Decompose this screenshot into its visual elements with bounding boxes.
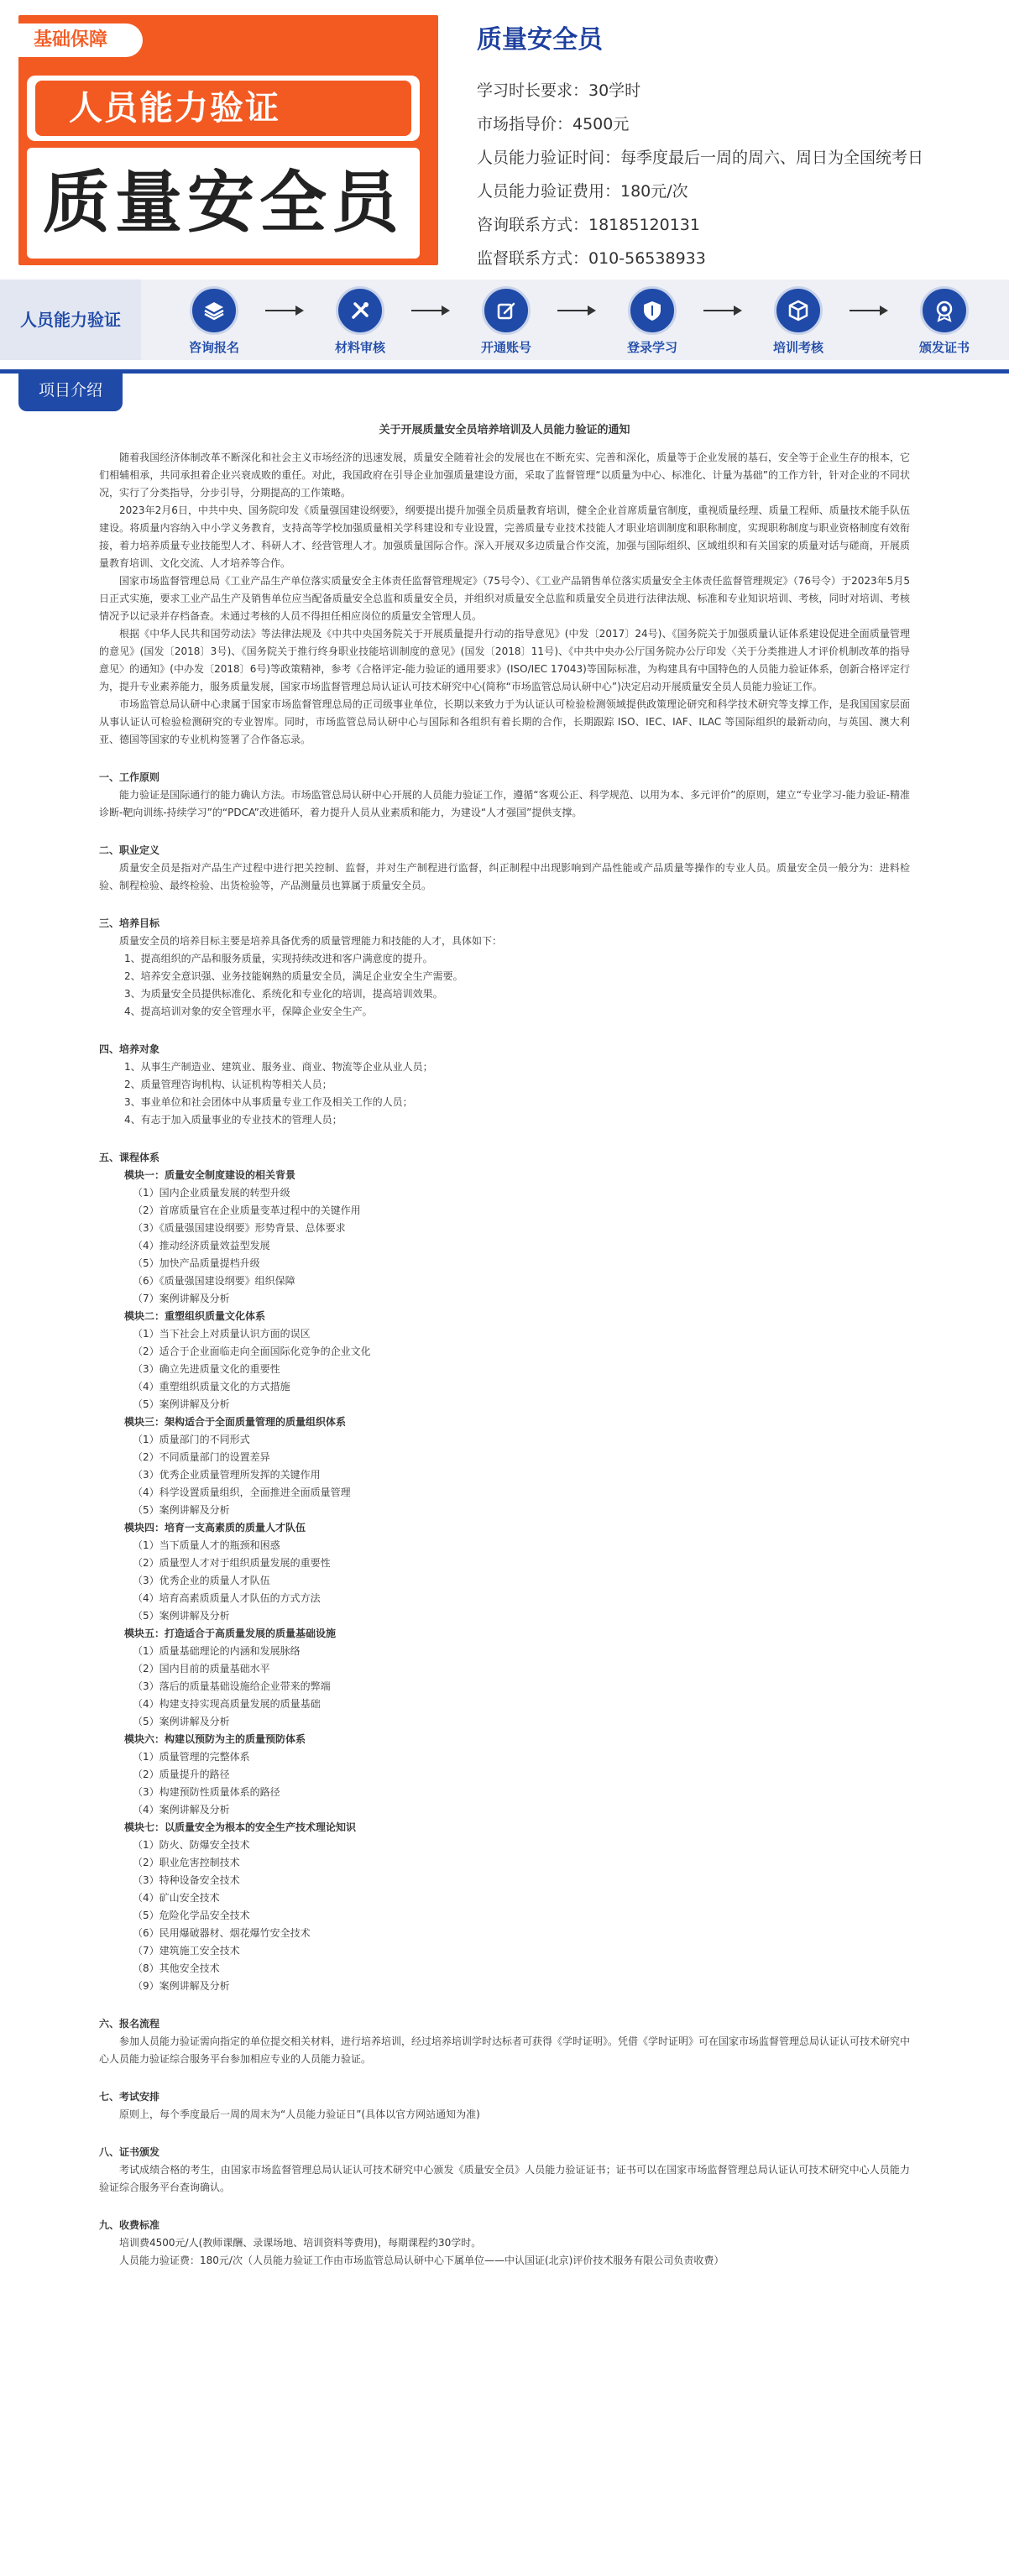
module-item: （6）《质量强国建设纲要》组织保障	[133, 1275, 295, 1287]
step-study[interactable]	[589, 286, 715, 356]
module-item: （3）优秀企业的质量人才队伍	[133, 1575, 270, 1586]
medal-icon	[920, 286, 969, 335]
list-item: 2、质量管理咨询机构、认证机构等相关人员；	[124, 1079, 332, 1090]
banner-image	[18, 15, 438, 265]
module-item: （2）职业危害控制技术	[133, 1857, 240, 1868]
notice-document	[99, 421, 910, 2270]
notice-title: 关于开展质量安全员培养培训及人员能力验证的通知	[379, 424, 630, 436]
module-item: （5）案例讲解及分析	[133, 1504, 230, 1516]
cube-icon	[774, 286, 823, 335]
module-item: （5）加快产品质量提档升级	[133, 1257, 260, 1269]
intro-paragraph: 2023年2月6日，中共中央、国务院印发《质量强国建设纲要》，纲要提出提升加强全员质量教育培训，健全企业首席质量官制度，重视质量经理、质量工程师、质量技术能手队伍建设。将质量内容纳入中小学义务教育，支持高等学校加强质量相关学科建设和专业设置，完善质量专业技术技能人才职业培训制度和职称制度，实现职称制度与职业资格制度有效衔接，着力培养质量专业技能型人才、科研人才、经营管理人才。加强质量国际合作。深入开展双多边质量合作交流，加强与国际组织、区域组织和有关国家的质量对话与磋商，开展质量教育培训、文化交流、人才培养等合作。	[99, 504, 910, 569]
intro-paragraph: 随着我国经济体制改革不断深化和社会主义市场经济的迅速发展，质量安全随着社会的发展也在不断充实、完善和深化，质量等于企业发展的基石，安全等于企业生存的根本，它们相辅相承，共同承担着企业兴衰成败的重任。对此，我国政府在引导企业加强质量建设方面，采取了监督管理“以质量为中心、标准化、计量为基础”的工作方针，针对企业的不同状况，实行了分类指导，分步引导，分期提高的工作策略。	[99, 452, 910, 499]
fee-item: 人员能力验证费：180元/次（人员能力验证工作由市场监管总局认研中心下属单位——中认国证(北京)评价技术服务有限公司负责收费）	[119, 2255, 724, 2266]
step-review[interactable]	[297, 286, 423, 356]
module-title: 模块五：打造适合于高质量发展的质量基础设施	[124, 1628, 337, 1639]
intro-paragraph: 国家市场监督管理总局《工业产品生产单位落实质量安全主体责任监督管理规定》（75号令）、《工业产品销售单位落实质量安全主体责任监督管理规定》（76号令）于2023年5月5日正式实施，要求工业产品生产及销售单位应当配备质量安全总监和质量安全员，并组织对质量安全总监和质量安全员进行法律法规、标准和专业知识培训、考核，同时对培训、考核情况予以记录并存档备查。未通过考核的人员不得担任相应岗位的质量安全管理人员。	[99, 575, 910, 622]
list-item: 2、培养安全意识强、业务技能娴熟的质量安全员，满足企业安全生产需要。	[124, 970, 463, 982]
module-item: （3）确立先进质量文化的重要性	[133, 1363, 280, 1375]
section-text: 能力验证是国际通行的能力确认方法。市场监管总局认研中心开展的人员能力验证工作，遵循“客观公正、科学规范、以用为本、多元评价”的原则，建立“专业学习-能力验证-精准诊断-靶向训练-持续学习”的“PDCA”改进循环，着力提升人员从业素质和能力，为建设“人才强国”提供支撑。	[99, 789, 910, 818]
module-title: 模块七：以质量安全为根本的安全生产技术理论知识	[124, 1821, 357, 1833]
module-item: （2）适合于企业面临走向全面国际化竞争的企业文化	[133, 1345, 371, 1357]
module-title: 模块四：培育一支高素质的质量人才队伍	[124, 1522, 306, 1534]
module-item: （1）国内企业质量发展的转型升级	[133, 1187, 290, 1199]
banner-ribbon	[27, 76, 420, 141]
module-item: （5）案例讲解及分析	[133, 1398, 230, 1410]
module-item: （8）其他安全技术	[133, 1962, 220, 1974]
module-title: 模块六：构建以预防为主的质量预防体系	[124, 1733, 306, 1745]
banner-badge: 基础保障	[18, 24, 143, 57]
module-item: （2）国内目前的质量基础水平	[133, 1663, 270, 1675]
step-certificate[interactable]	[881, 286, 1007, 356]
tab-underline	[0, 369, 1009, 374]
module-item: （4）重塑组织质量文化的方式措施	[133, 1381, 290, 1393]
step-label: 材料审核	[334, 340, 385, 355]
banner-ribbon-text: 人员能力验证	[35, 81, 411, 136]
step-label: 培训考核	[772, 340, 823, 355]
step-label: 开通账号	[480, 340, 531, 355]
module-item: （1）防火、防爆安全技术	[133, 1839, 250, 1851]
step-open-account[interactable]	[443, 286, 569, 356]
module-item: （2）不同质量部门的设置差异	[133, 1451, 270, 1463]
module-item: （3）落后的质量基础设施给企业带来的弊端	[133, 1680, 331, 1692]
list-item: 3、事业单位和社会团体中从事质量专业工作及相关工作的人员；	[124, 1096, 413, 1108]
info-consult-contact: 咨询联系方式：18185120131	[477, 216, 700, 234]
module-title: 模块三：架构适合于全面质量管理的质量组织体系	[124, 1416, 347, 1428]
intro-paragraph: 市场监管总局认研中心隶属于国家市场监督管理总局的正司级事业单位，长期以来致力于为认证认可检验检测领域提供政策理论研究和科学技术研究等支撑工作，是我国国家层面从事认证认可检验检测研究的专业智库。同时，市场监管总局认研中心与国际和各组织有着长期的合作，长期跟踪 ISO、IEC、IAF、ILAC 等国际组织的最新动向，与英国、澳大利亚、德国等国家的专业机构签署了合作备忘录。	[99, 698, 910, 745]
section-text: 考试成绩合格的考生，由国家市场监督管理总局认证认可技术研究中心颁发《质量安全员》人员能力验证证书；证书可以在国家市场监督管理总局认证认可技术研究中心人员能力验证综合服务平台查询确认。	[99, 2164, 910, 2193]
step-exam[interactable]	[735, 286, 861, 356]
section-heading: 五、课程体系	[99, 1152, 160, 1163]
section-text: 参加人员能力验证需向指定的单位提交相关材料，进行培养培训，经过培养培训学时达标者可获得《学时证明》。凭借《学时证明》可在国家市场监督管理总局认证认可技术研究中心人员能力验证综合服务平台参加相应专业的人员能力验证。	[99, 2035, 911, 2065]
section-heading: 三、培养目标	[99, 917, 160, 929]
info-price: 市场指导价：4500元	[477, 115, 630, 133]
module-item: （3）优秀企业质量管理所发挥的关键作用	[133, 1469, 321, 1481]
course-title: 质量安全员	[477, 25, 603, 55]
info-study-hours: 学习时长要求：30学时	[477, 81, 641, 100]
module-title: 模块一：质量安全制度建设的相关背景	[124, 1169, 296, 1181]
section-heading: 二、职业定义	[99, 844, 160, 856]
tools-icon	[336, 286, 384, 335]
fee-item: 培训费4500元/人(教师课酬、录课场地、培训资料等费用)，每期课程约30学时。	[119, 2237, 482, 2249]
module-item: （5）案例讲解及分析	[133, 1716, 230, 1727]
module-item: （5）危险化学品安全技术	[133, 1910, 250, 1921]
module-item: （4）案例讲解及分析	[133, 1804, 230, 1816]
info-exam-time: 人员能力验证时间：每季度最后一周的周六、周日为全国统考日	[477, 149, 924, 167]
list-item: 4、有志于加入质量事业的专业技术的管理人员；	[124, 1114, 342, 1126]
course-info	[477, 18, 989, 275]
module-item: （5）案例讲解及分析	[133, 1610, 230, 1622]
module-item: （7）建筑施工安全技术	[133, 1945, 240, 1957]
section-heading: 九、收费标准	[99, 2219, 160, 2231]
module-item: （1）当下质量人才的瓶颈和困惑	[133, 1539, 280, 1551]
info-exam-fee: 人员能力验证费用：180元/次	[477, 182, 688, 201]
module-item: （3）特种设备安全技术	[133, 1874, 240, 1886]
module-item: （2）质量提升的路径	[133, 1769, 230, 1780]
module-item: （1）质量部门的不同形式	[133, 1434, 250, 1445]
module-item: （7）案例讲解及分析	[133, 1293, 230, 1304]
module-item: （4）科学设置质量组织，全面推进全面质量管理	[133, 1487, 351, 1498]
section-heading: 七、考试安排	[99, 2091, 160, 2103]
layers-icon	[190, 286, 238, 335]
tab-project-intro[interactable]: 项目介绍	[18, 369, 123, 411]
module-title: 模块二：重塑组织质量文化体系	[124, 1310, 266, 1322]
section-text: 原则上，每个季度最后一周的周末为“人员能力验证日”(具体以官方网站通知为准)	[119, 2108, 480, 2120]
info-supervision-contact: 监督联系方式：010-56538933	[477, 249, 706, 268]
module-item: （1）质量基础理论的内涵和发展脉络	[133, 1645, 301, 1657]
module-item: （3）构建预防性质量体系的路径	[133, 1786, 280, 1798]
module-item: （4）矿山安全技术	[133, 1892, 220, 1904]
section-text: 质量安全员是指对产品生产过程中进行把关控制、监督，并对生产制程进行监督，纠正制程中出现影响到产品性能或产品质量等操作的专业人员。质量安全员一般分为：进料检验、制程检验、最终检验、出货检验等，产品测量员也算属于质量安全员。	[99, 862, 910, 891]
list-item: 1、提高组织的产品和服务质量，实现持续改进和客户满意度的提升。	[124, 953, 433, 964]
banner-big-title: 质量安全员	[27, 148, 420, 259]
module-item: （2）首席质量官在企业质量变革过程中的关键作用	[133, 1204, 361, 1216]
module-item: （1）当下社会上对质量认识方面的误区	[133, 1328, 311, 1340]
step-label: 登录学习	[626, 340, 677, 355]
module-item: （4）培育高素质质量人才队伍的方式方法	[133, 1592, 321, 1604]
edit-icon	[482, 286, 531, 335]
list-item: 1、从事生产制造业、建筑业、服务业、商业、物流等企业从业人员；	[124, 1061, 433, 1073]
section-text: 质量安全员的培养目标主要是培养具备优秀的质量管理能力和技能的人才，具体如下：	[119, 935, 503, 947]
list-item: 4、提高培训对象的安全管理水平，保障企业安全生产。	[124, 1006, 373, 1017]
intro-paragraph: 根据《中华人民共和国劳动法》等法律法规及《中共中央国务院关于开展质量提升行动的指导意见》(中发〔2017〕24号)、《国务院关于加强质量认证体系建设促进全面质量管理的意见》(国发〔2018〕3号)、《国务院关于推行终身职业技能培训制度的意见》(国发〔2018〕11号)、《中共中央办公厅国务院办公厅印发〈关于分类推进人才评价机制改革的指导意见〉的通知》(中办发〔2018〕6号)等政策精神，参考《合格评定-能力验证的通用要求》(ISO/IEC 17043)等国际标准，为构建具有中国特色的人员能力验证体系，创新合格评定行为，提升专业素养能力，服务质量发展，国家市场监督管理总局认证认可技术研究中心(简称“市场监管总局认研中心”)决定启动开展质量安全员人员能力验证工作。	[99, 628, 910, 692]
step-label: 颁发证书	[918, 340, 970, 355]
tab-bar	[0, 369, 1009, 411]
section-heading: 四、培养对象	[99, 1043, 160, 1055]
module-item: （6）民用爆破器材、烟花爆竹安全技术	[133, 1927, 311, 1939]
section-heading: 一、工作原则	[99, 771, 160, 783]
step-label: 咨询报名	[188, 340, 239, 355]
course-modules	[99, 1167, 910, 1995]
module-item: （9）案例讲解及分析	[133, 1980, 230, 1992]
module-item: （3）《质量强国建设纲要》形势背景、总体要求	[133, 1222, 346, 1234]
section-heading: 八、证书颁发	[99, 2146, 160, 2158]
shield-icon	[628, 286, 677, 335]
module-item: （4）推动经济质量效益型发展	[133, 1240, 270, 1251]
module-item: （4）构建支持实现高质量发展的质量基础	[133, 1698, 321, 1710]
list-item: 3、为质量安全员提供标准化、系统化和专业化的培训，提高培训效果。	[124, 988, 443, 1000]
step-consult[interactable]	[151, 286, 277, 356]
flow-label: 人员能力验证	[0, 280, 141, 360]
section-heading: 六、报名流程	[99, 2018, 160, 2030]
process-flow	[0, 280, 1009, 360]
module-item: （1）质量管理的完整体系	[133, 1751, 250, 1763]
module-item: （2）质量型人才对于组织质量发展的重要性	[133, 1557, 331, 1569]
